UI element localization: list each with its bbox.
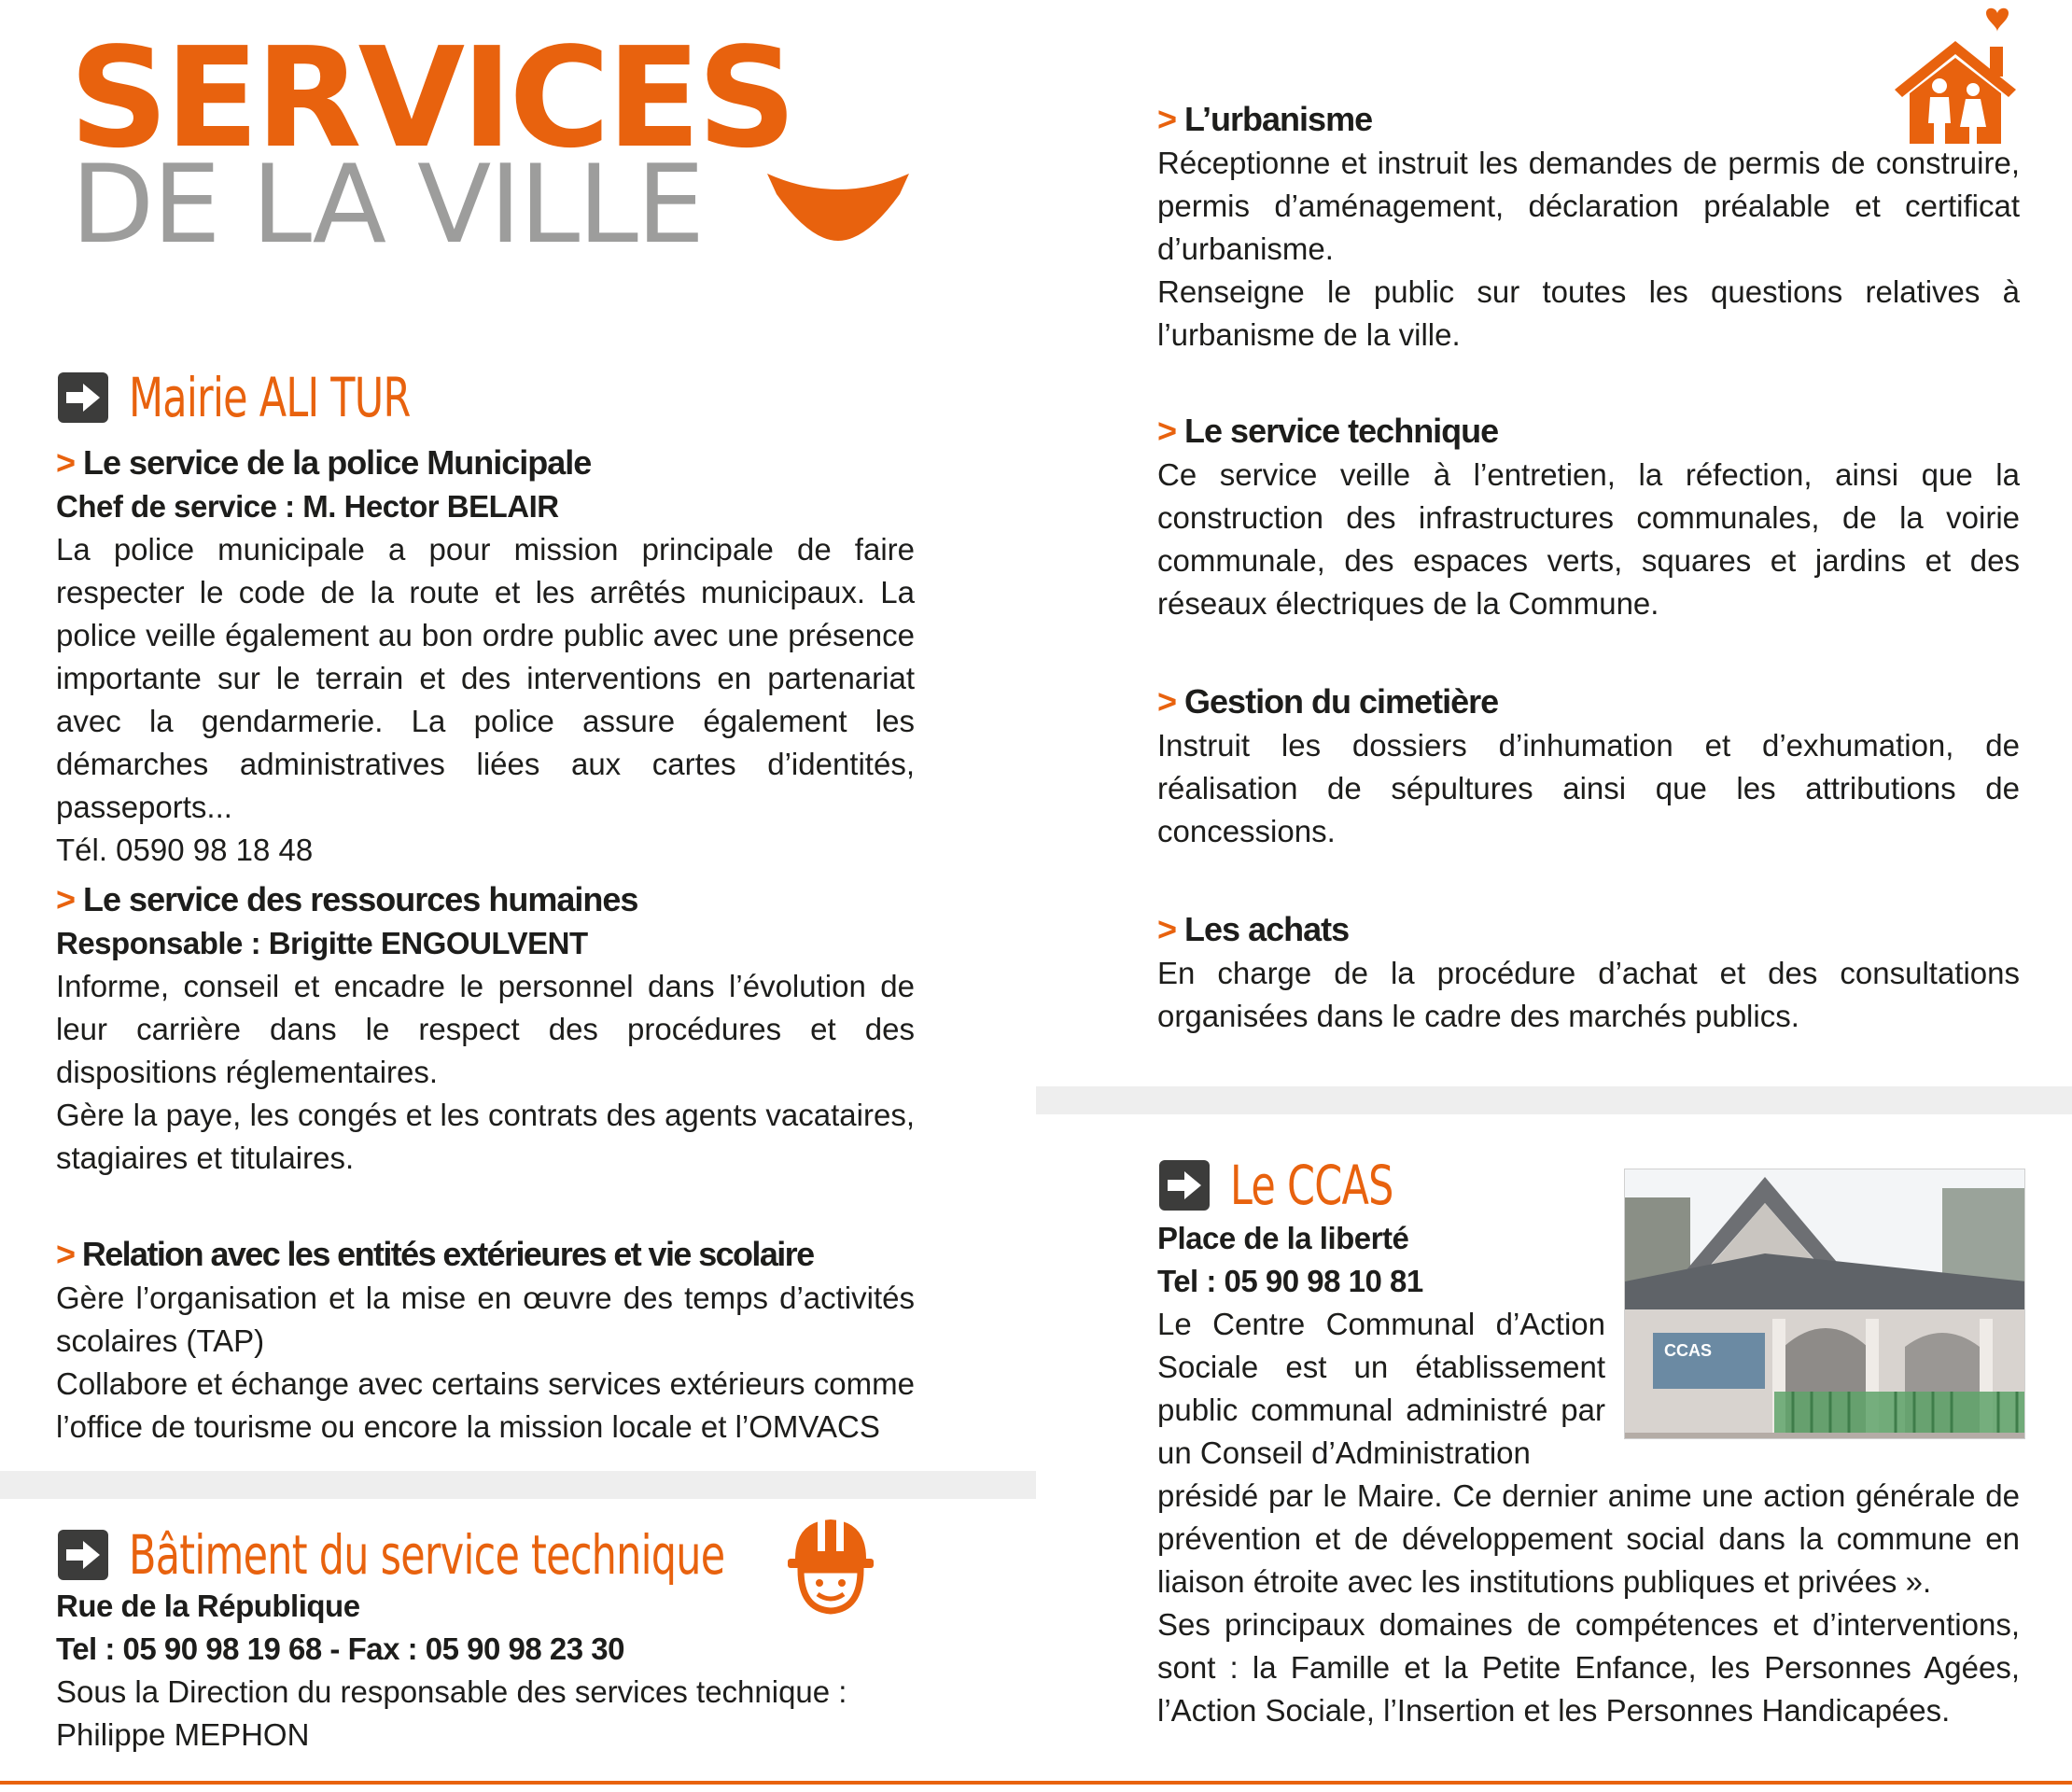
technique-text: Ce service veille à l’entretien, la réfection, ainsi que la construction des infrastructures communales, de la voirie communale, des espaces verts, squares et jardins et des réseaux électriques de la Commune.	[1157, 457, 2020, 621]
achats-section	[1157, 907, 2020, 1038]
urbanisme-title: > L’urbanisme	[1157, 100, 1373, 138]
ccas-text-wide: présidé par le Maire. Ce dernier anime une action générale de prévention et de développement social dans la commune en liaison étroite avec les institutions publiques et privées ».	[1157, 1478, 2020, 1599]
rh-section	[56, 877, 915, 1180]
section-separator	[0, 1471, 1036, 1499]
arrow-right-icon	[58, 1530, 108, 1580]
urbanisme-text-1: Réceptionne et instruit les demandes de permis de construire, permis d’aménagement, déclaration préalable et certificat d’urbanisme.	[1157, 146, 2020, 266]
urbanisme-section	[1157, 97, 2020, 357]
section-separator	[1036, 1086, 2072, 1114]
achats-text: En charge de la procédure d’achat et des consultations organisées dans le cadre des marchés publics.	[1157, 956, 2020, 1033]
batiment-heading-label: Bâtiment du service technique	[129, 1523, 725, 1587]
arrow-right-icon	[58, 372, 108, 423]
police-phone: Tél. 0590 98 18 48	[56, 833, 314, 867]
ccas-building-photo	[1624, 1169, 2025, 1439]
mairie-heading	[58, 366, 510, 429]
police-title: > Le service de la police Municipale	[56, 443, 592, 482]
rh-text-2: Gère la paye, les congés et les contrats des agents vacataires, stagiaires et titulaires.	[56, 1098, 915, 1175]
police-section	[56, 441, 915, 872]
batiment-direction: Sous la Direction du responsable des services technique : Philippe MEPHON	[56, 1674, 847, 1752]
arrow-right-icon	[1159, 1160, 1210, 1211]
page-title-services: SERVICES	[69, 18, 793, 178]
ccas-text-narrow: Le Centre Communal d’Action Sociale est un établissement public communal administré par un Conseil d’Administration	[1157, 1307, 1605, 1470]
batiment-info	[56, 1585, 915, 1757]
rh-responsible: Responsable : Brigitte ENGOULVENT	[56, 926, 588, 960]
ccas-heading	[1159, 1154, 1450, 1217]
batiment-address: Rue de la République	[56, 1589, 360, 1623]
police-text: La police municipale a pour mission principale de faire respecter le code de la route et les arrêtés municipaux. La police veille également au bon ordre public avec une présence importante sur le terrain et des interventions en partenariat avec la gendarmerie. La police assure également les démarches administratives liées aux cartes d’identités, passeports...	[56, 532, 915, 824]
urbanisme-text-2: Renseigne le public sur toutes les questions relatives à l’urbanisme de la ville.	[1157, 274, 2020, 352]
technique-title: > Le service technique	[1157, 412, 1499, 450]
ccas-info-narrow	[1157, 1217, 1605, 1475]
relations-text-1: Gère l’organisation et la mise en œuvre des temps d’activités scolaires (TAP)	[56, 1281, 915, 1358]
bottom-rule	[0, 1781, 2072, 1785]
rh-text-1: Informe, conseil et encadre le personnel dans l’évolution de leur carrière dans le respect des procédures et des dispositions réglementaires.	[56, 969, 915, 1089]
batiment-contact: Tel : 05 90 98 19 68 - Fax : 05 90 98 23 30	[56, 1631, 624, 1666]
cimetiere-text: Instruit les dossiers d’inhumation et d’exhumation, de réalisation de sépultures ainsi que les attributions de concessions.	[1157, 728, 2020, 848]
relations-section	[56, 1232, 915, 1449]
ccas-domains: Ses principaux domaines de compétences et d’interventions, sont : la Famille et la Petite Enfance, les Personnes Agées, l’Action Sociale, l’Insertion et les Personnes Handicapées.	[1157, 1607, 2020, 1728]
police-chief: Chef de service : M. Hector BELAIR	[56, 489, 559, 524]
chevron-down-icon	[763, 168, 913, 243]
technique-section	[1157, 409, 2020, 625]
ccas-place: Place de la liberté	[1157, 1221, 1409, 1255]
rh-title: > Le service des ressources humaines	[56, 880, 638, 918]
achats-title: > Les achats	[1157, 910, 1350, 948]
page-title-de-la-ville: DE LA VILLE	[71, 142, 704, 268]
mairie-heading-label: Mairie ALI TUR	[129, 366, 411, 429]
cimetiere-section	[1157, 679, 2020, 853]
cimetiere-title: > Gestion du cimetière	[1157, 682, 1499, 721]
ccas-heading-label: Le CCAS	[1230, 1154, 1393, 1217]
relations-text-2: Collabore et échange avec certains services extérieurs comme l’office de tourisme ou encore la mission locale et l’OMVACS	[56, 1366, 915, 1444]
ccas-photo-sign: CCAS	[1664, 1341, 1713, 1360]
relations-title: > Relation avec les entités extérieures et vie scolaire	[56, 1235, 814, 1273]
ccas-phone: Tel : 05 90 98 10 81	[1157, 1264, 1423, 1298]
ccas-info-wide	[1157, 1475, 2020, 1732]
